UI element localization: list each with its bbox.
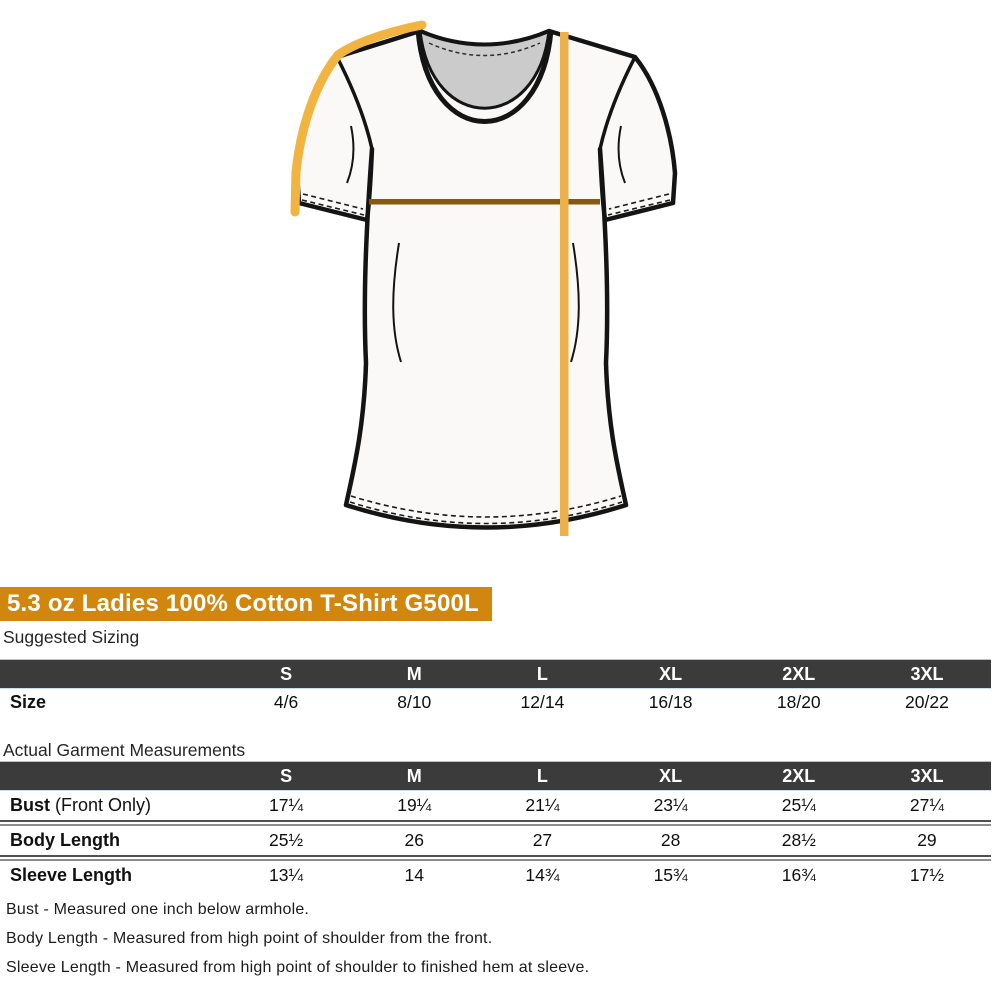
product-title-banner xyxy=(0,587,492,621)
bust-value: 27¼ xyxy=(909,795,944,815)
bust-value: 19¼ xyxy=(397,795,432,815)
sleeve-length-value: 17½ xyxy=(909,865,944,885)
bust-row xyxy=(0,791,991,820)
col-header-xl: XL xyxy=(659,663,683,684)
col-header-s: S xyxy=(280,663,293,684)
col-header-3xl: 3XL xyxy=(910,663,944,684)
sleeve-length-value: 15¾ xyxy=(653,865,688,885)
row-label: Bust (Front Only) xyxy=(10,795,152,815)
col-header-xl: XL xyxy=(659,765,683,786)
col-header-m: M xyxy=(406,663,422,684)
size-row xyxy=(0,689,991,716)
col-header-m: M xyxy=(406,765,422,786)
size-value: 8/10 xyxy=(397,692,432,712)
suggested-sizing-table xyxy=(0,659,991,716)
row-label: Sleeve Length xyxy=(10,865,133,885)
product-title: 5.3 oz Ladies 100% Cotton T-Shirt G500L xyxy=(7,590,479,617)
sleeve-length-value: 14 xyxy=(404,865,424,885)
note-body-length: Body Length - Measured from high point of shoulder from the front. xyxy=(6,930,493,947)
col-header-l: L xyxy=(536,765,548,786)
col-header-l: L xyxy=(536,663,548,684)
size-value: 20/22 xyxy=(905,692,949,712)
body-length-measure-line xyxy=(560,32,569,536)
sleeve-length-row xyxy=(0,861,991,890)
bust-value: 21¼ xyxy=(525,795,560,815)
col-header-2xl: 2XL xyxy=(782,765,816,786)
col-header-3xl: 3XL xyxy=(910,765,944,786)
suggested-sizing-heading: Suggested Sizing xyxy=(3,627,140,647)
body-length-value: 25½ xyxy=(269,830,304,850)
row-label: Body Length xyxy=(10,830,120,850)
note-bust: Bust - Measured one inch below armhole. xyxy=(6,901,310,918)
size-value: 18/20 xyxy=(776,692,821,712)
body-length-row xyxy=(0,826,991,855)
sleeve-length-value: 16¾ xyxy=(781,865,816,885)
size-header-row xyxy=(0,660,991,688)
body-length-value: 27 xyxy=(532,830,553,850)
measurement-notes xyxy=(6,901,906,988)
actual-measurements-table xyxy=(0,761,991,890)
sleeve-length-value: 13¼ xyxy=(269,865,304,885)
body-length-value: 28 xyxy=(660,830,681,850)
col-header-s: S xyxy=(280,765,293,786)
bust-value: 17¼ xyxy=(269,795,304,815)
measurement-header-row xyxy=(0,762,991,790)
bust-value: 25¼ xyxy=(781,795,816,815)
actual-measurements-heading: Actual Garment Measurements xyxy=(3,740,246,760)
size-value: 16/18 xyxy=(648,692,693,712)
row-label: Size xyxy=(10,692,47,712)
body-length-value: 28½ xyxy=(781,830,816,850)
size-value: 4/6 xyxy=(273,692,299,712)
body-length-value: 29 xyxy=(917,830,937,850)
note-sleeve-length: Sleeve Length - Measured from high point of shoulder to finished hem at sleeve. xyxy=(6,959,590,976)
col-header-2xl: 2XL xyxy=(782,663,816,684)
sleeve-length-value: 14¾ xyxy=(525,865,560,885)
size-value: 12/14 xyxy=(520,692,565,712)
bust-value: 23¼ xyxy=(653,795,688,815)
body-length-value: 26 xyxy=(404,830,424,850)
